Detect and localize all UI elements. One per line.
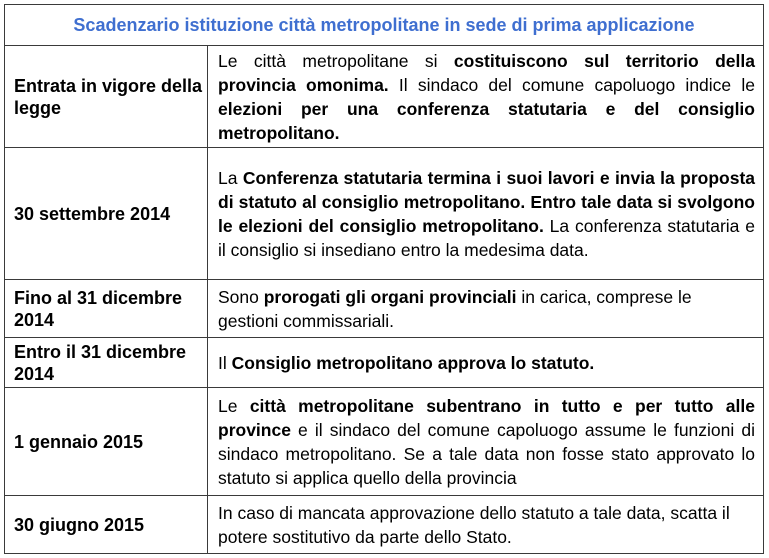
table-row	[5, 46, 764, 148]
bold-segment: Consiglio metropolitano approva lo statuto.	[231, 353, 595, 373]
table-header-row	[5, 5, 764, 46]
table-title: Scadenzario istituzione città metropolitane in sede di prima applicazione	[5, 5, 764, 46]
bold-segment: prorogati gli organi provinciali	[263, 287, 517, 307]
table-row	[5, 148, 764, 280]
text-segment: e il sindaco del comune capoluogo assume le funzioni di sindaco metropolitano. Se a tale data non fosse stato approvato lo statuto si applica quello della provincia	[218, 420, 755, 488]
row-description	[208, 148, 764, 280]
text-segment: La	[218, 168, 243, 188]
text-segment: In caso di mancata approvazione dello statuto a tale data, scatta il potere sostitutivo da parte dello Stato.	[218, 503, 730, 547]
table-row	[5, 388, 764, 496]
row-description	[208, 338, 764, 388]
row-date: 1 gennaio 2015	[5, 388, 208, 496]
text-segment: Il	[218, 353, 232, 373]
row-description	[208, 280, 764, 338]
table-row	[5, 338, 764, 388]
row-date: 30 giugno 2015	[5, 496, 208, 554]
text-segment: Le	[218, 396, 250, 416]
text-segment: Il sindaco del comune capoluogo indice le	[388, 75, 755, 95]
text-segment: Le città metropolitane si	[218, 51, 454, 71]
deadline-table	[4, 4, 764, 554]
row-description	[208, 46, 764, 148]
table-row	[5, 280, 764, 338]
bold-segment: città metropolitane subentrano in tutto e per tutto alle province	[218, 396, 755, 440]
row-date: Fino al 31 dicembre 2014	[5, 280, 208, 338]
row-date: Entro il 31 dicembre 2014	[5, 338, 208, 388]
row-date: Entrata in vigore della legge	[5, 46, 208, 148]
row-description	[208, 388, 764, 496]
text-segment: La conferenza statutaria e il consiglio si insediano entro la medesima data.	[218, 216, 755, 260]
bold-segment: elezioni per una conferenza statutaria e del consiglio metropolitano.	[218, 99, 755, 143]
text-segment: in carica, comprese le gestioni commissariali.	[218, 287, 692, 331]
document-page	[4, 4, 764, 555]
row-date: 30 settembre 2014	[5, 148, 208, 280]
table-row	[5, 496, 764, 554]
bold-segment: costituiscono sul territorio della provincia omonima.	[218, 51, 755, 95]
row-description	[208, 496, 764, 554]
bold-segment: Conferenza statutaria termina i suoi lavori e invia la proposta di statuto al consiglio metropolitano. Entro tale data si svolgono le elezioni del consiglio metropolitano.	[218, 168, 756, 236]
text-segment: Sono	[218, 287, 264, 307]
